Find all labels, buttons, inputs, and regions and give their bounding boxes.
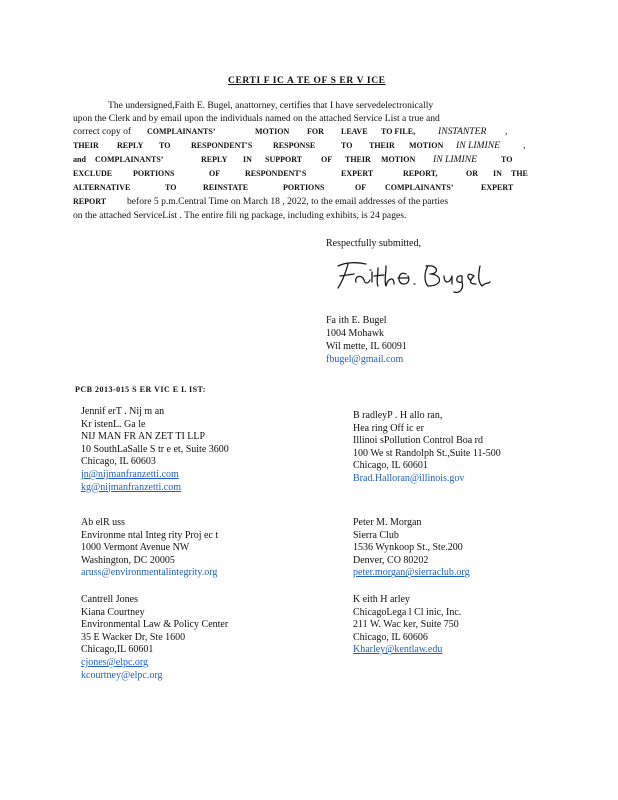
contact-line: Environmental Law & Policy Center	[81, 619, 229, 631]
contact-block	[353, 410, 501, 486]
body-caps: TO	[341, 141, 353, 150]
closing-text: Respectfully submitted,	[326, 238, 421, 249]
contact-email-link[interactable]: kg@nijmanfranzetti.com	[81, 481, 182, 493]
contact-email-link[interactable]: Brad.Halloran@illinois.gov	[353, 472, 465, 484]
body-caps: COMPLAINANTS’	[147, 127, 216, 136]
contact-line: 1536 Wynkoop St., Ste.200	[353, 542, 463, 554]
body-caps: EXCLUDE	[73, 169, 113, 178]
contact-line: B radleyP . H allo ran,	[353, 410, 443, 421]
signer-email-link[interactable]: fbugel@gmail.com	[326, 354, 404, 365]
body-caps: TO FILE,	[381, 127, 416, 136]
body-line-2: upon the Clerk and by email upon the individuals named on the attached Service List a true and	[73, 113, 440, 124]
body-text: correct copy of	[73, 126, 132, 137]
body-caps: RESPONSE	[273, 141, 316, 150]
contact-block	[353, 594, 464, 657]
body-line-1: The undersigned,Faith E. Bugel, anattorney, certifies that I have servedelectronically	[108, 100, 434, 111]
body-caps: REPORT	[73, 197, 107, 206]
contact-line: Peter M. Morgan	[353, 517, 422, 528]
contact-line: Environme ntal Integ rity Proj ec t	[81, 529, 219, 541]
body-caps: IN	[243, 155, 252, 164]
body-caps: COMPLAINANTS’	[385, 183, 454, 192]
body-italic: IN LIMINE	[433, 154, 477, 165]
signer-name: Fa ith E. Bugel	[326, 315, 387, 326]
contact-email-link[interactable]: peter.morgan@sierraclub.org	[353, 567, 470, 579]
contact-line: Illinoi sPollution Control Boa rd	[353, 435, 484, 447]
document-title: CERTI F IC A TE OF S ER V ICE	[228, 76, 386, 86]
body-text: ,	[505, 126, 508, 137]
signer-street: 1004 Mohawk	[326, 328, 385, 339]
contact-line: NIJ MAN FR AN ZET TI LLP	[81, 431, 206, 443]
contact-line: K eith H arley	[353, 594, 410, 605]
body-line-3	[73, 126, 533, 137]
body-caps: FOR	[307, 127, 324, 136]
body-caps: REPORT,	[403, 169, 438, 178]
body-caps: REPLY	[201, 155, 228, 164]
body-caps: SUPPORT	[265, 155, 303, 164]
contact-line: 35 E Wacker Dr, Ste 1600	[81, 631, 186, 643]
body-caps: OR	[466, 169, 478, 178]
signature-image	[332, 258, 492, 294]
body-caps: ALTERNATIVE	[73, 183, 131, 192]
signer-city: Wil mette, IL 60091	[326, 341, 407, 352]
body-caps: RESPONDENT'S	[245, 169, 307, 178]
body-caps: OF	[209, 169, 221, 178]
body-caps: THE	[511, 169, 528, 178]
contact-line: ChicagoLega l Cl inic, Inc.	[353, 606, 462, 618]
contact-line: 10 SouthLaSalle S tr e et, Suite 3600	[81, 443, 229, 455]
contact-line: Chicago, IL 60606	[353, 631, 428, 643]
contact-line: Jennif erT . Nij m an	[81, 406, 165, 417]
body-caps: and	[73, 155, 86, 164]
body-caps: PORTIONS	[283, 183, 325, 192]
contact-line: Chicago, IL 60601	[353, 460, 428, 472]
body-caps: EXPERT	[481, 183, 514, 192]
contact-line: Sierra Club	[353, 529, 399, 541]
body-italic: IN LIMINE	[456, 140, 500, 151]
contact-email-link[interactable]: Kharley@kentlaw.edu	[353, 644, 443, 656]
body-caps: IN	[493, 169, 502, 178]
contact-line: Hea ring Off ic er	[353, 422, 424, 434]
body-caps: TO	[165, 183, 177, 192]
body-caps: THEIR	[73, 141, 99, 150]
contact-block	[353, 517, 482, 580]
body-caps: MOTION	[409, 141, 444, 150]
body-caps: TO	[159, 141, 171, 150]
contact-line: Kiana Courtney	[81, 606, 145, 618]
contact-line: Cantrell Jones	[81, 594, 138, 605]
body-italic: INSTANTER	[438, 126, 487, 137]
contact-block	[81, 517, 218, 580]
contact-line: 100 We st Randolph St.,Suite 11-500	[353, 447, 501, 459]
body-text: before 5 p.m.Central Time on March 18 , 2022, to the email addresses of the parties	[127, 196, 449, 207]
contact-email-link[interactable]: kcourtney@elpc.org	[81, 669, 163, 681]
contact-email-link[interactable]: jn@nijmanfranzetti.com	[81, 468, 179, 480]
contact-block	[81, 406, 229, 494]
body-caps: PORTIONS	[133, 169, 175, 178]
contact-line: 211 W. Wac ker, Suite 750	[353, 619, 459, 631]
contact-line: 1000 Vermont Avenue NW	[81, 542, 190, 554]
contact-line: Washington, DC 20005	[81, 554, 175, 566]
body-caps: MOTION	[255, 127, 290, 136]
body-caps: OF	[321, 155, 333, 164]
body-caps: REINSTATE	[203, 183, 249, 192]
contact-line: Ab elR uss	[81, 517, 125, 528]
body-caps: LEAVE	[341, 127, 368, 136]
body-caps: THEIR	[369, 141, 395, 150]
contact-email-link[interactable]: aruss@environmentalintegrity.org	[81, 567, 218, 579]
contact-email-link[interactable]: cjones@elpc.org	[81, 656, 149, 668]
body-caps: OF	[355, 183, 367, 192]
body-caps: TO	[501, 155, 513, 164]
body-caps: THEIR	[345, 155, 371, 164]
contact-line: Kr istenL. Ga le	[81, 418, 146, 430]
contact-line: Denver, CO 80202	[353, 554, 429, 566]
body-caps: RESPONDENT'S	[191, 141, 253, 150]
service-list-title: PCB 2013-015 S ER VIC E L IST:	[75, 385, 206, 394]
body-text: ,	[523, 140, 526, 151]
body-caps: REPLY	[117, 141, 144, 150]
contact-line: Chicago,IL 60601	[81, 644, 154, 656]
body-caps: EXPERT	[341, 169, 374, 178]
body-line-9: on the attached ServiceList . The entire fili ng package, including exhibits, is 24 pages.	[73, 210, 407, 221]
contact-block	[81, 594, 228, 682]
body-caps: MOTION	[381, 155, 416, 164]
contact-line: Chicago, IL 60603	[81, 456, 156, 468]
body-caps: COMPLAINANTS’	[95, 155, 164, 164]
